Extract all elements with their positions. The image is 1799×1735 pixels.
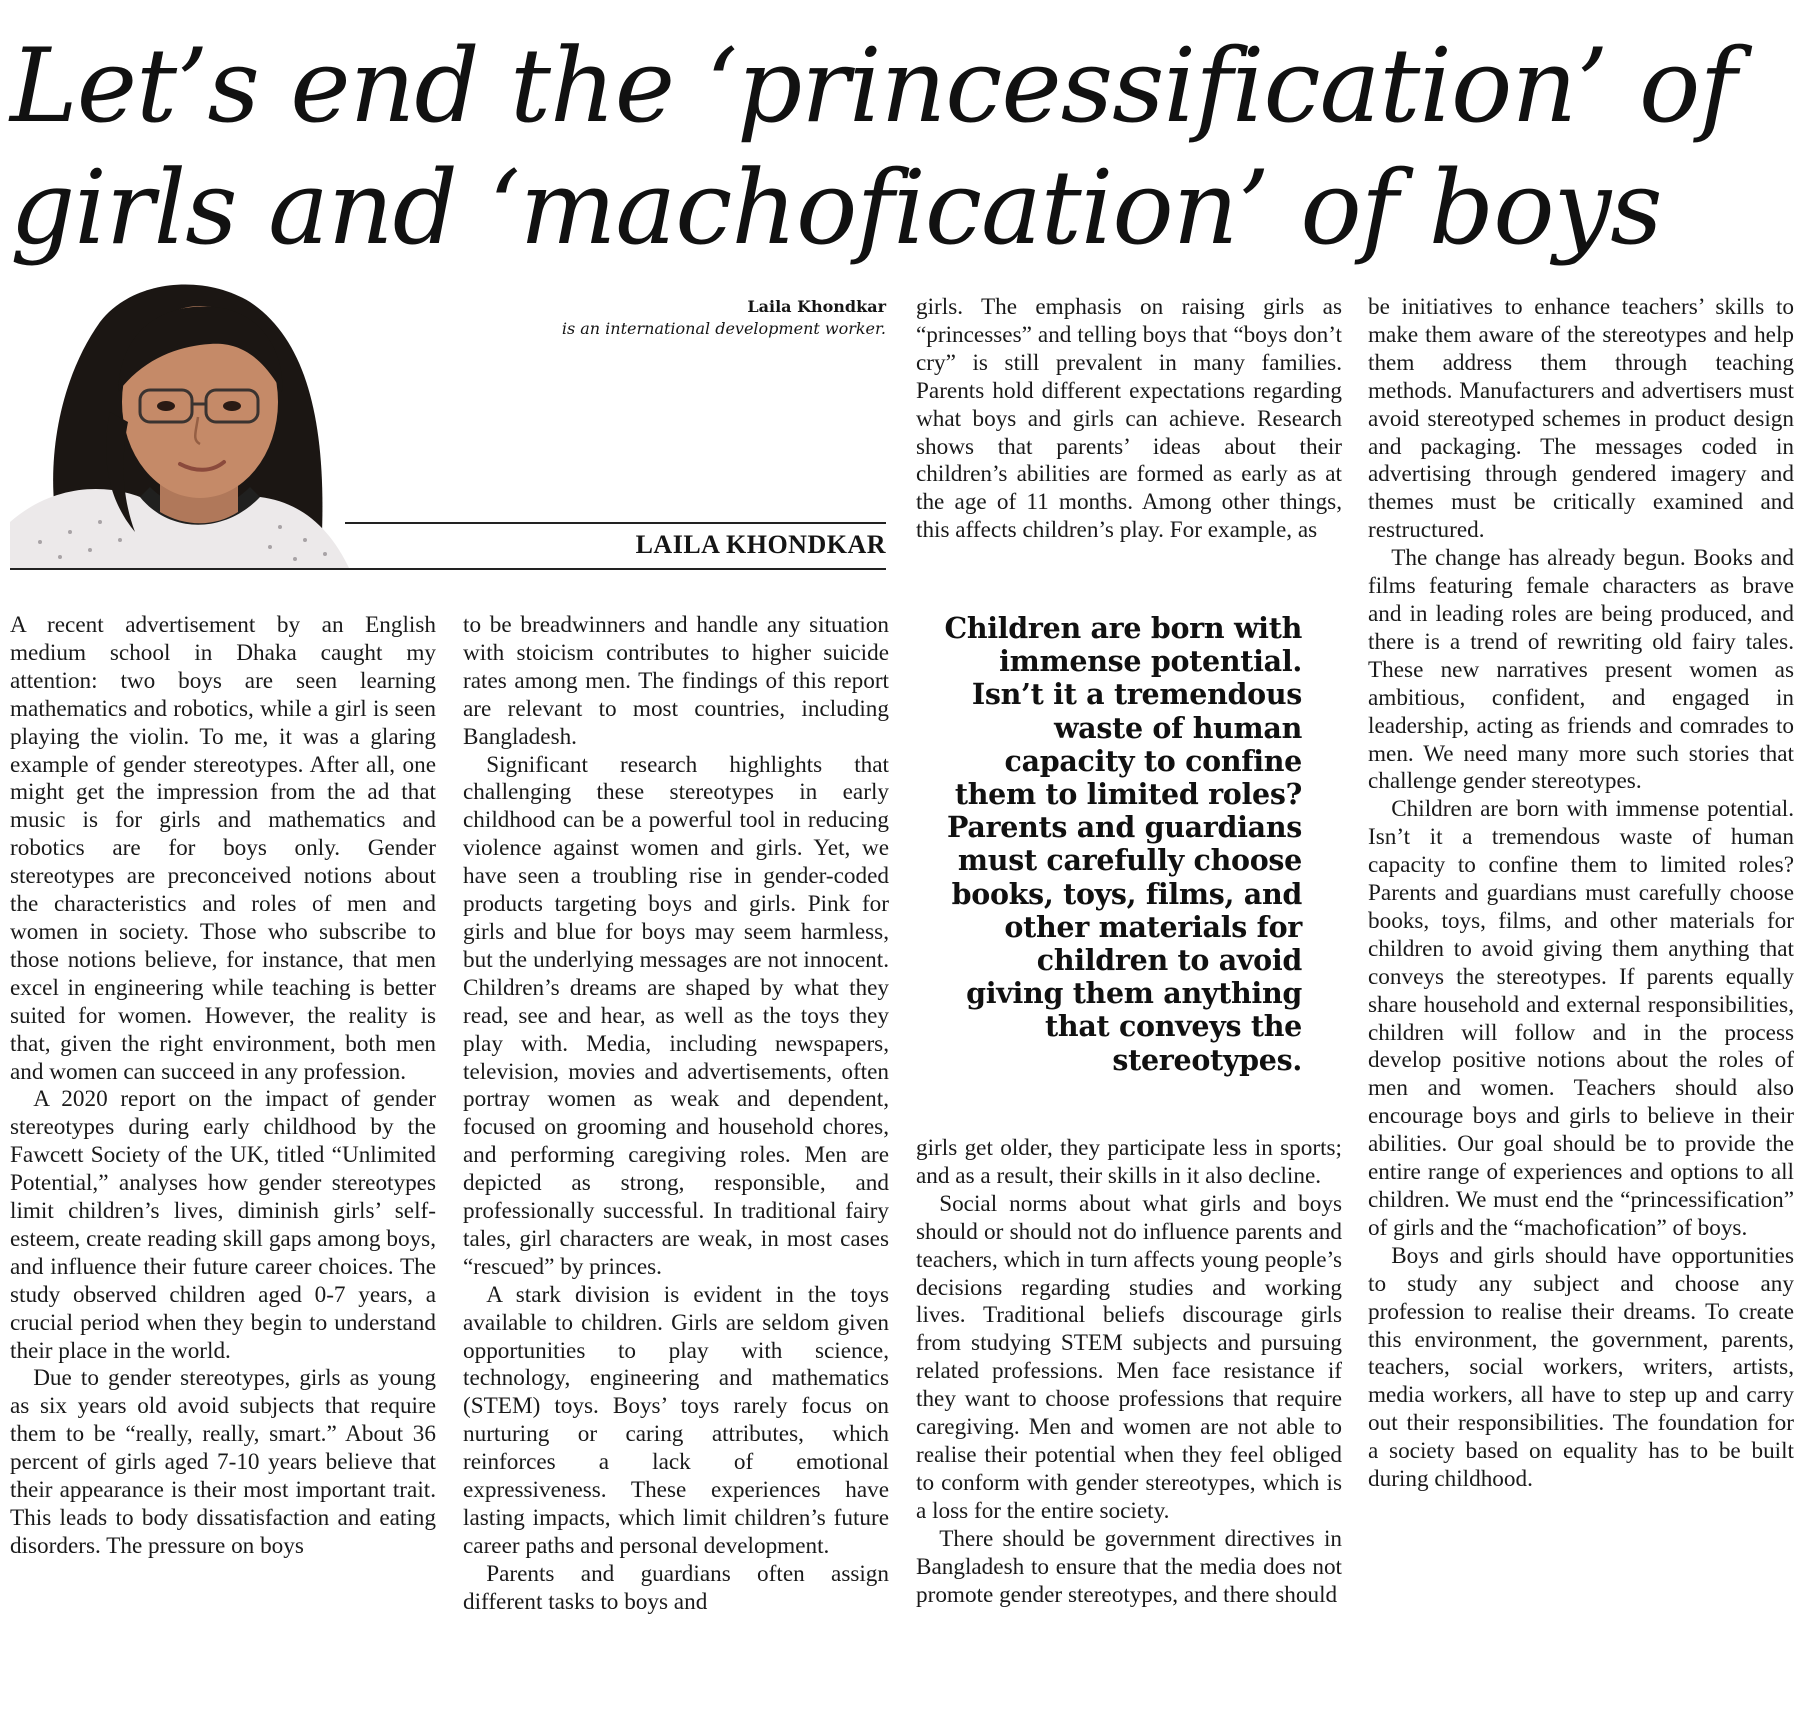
article-column-4 xyxy=(1368,294,1794,1494)
headline-line-1: Let’s end the ‘princessification’ of xyxy=(10,27,1737,146)
article-column-2 xyxy=(463,612,889,1617)
paragraph: A 2020 report on the impact of gender stereotypes during early childhood by the Fawcett Society of the UK, titled “Unlimited Potential,” analyses how gender stereotypes limit children’s lives, diminish girls’ self-esteem, create reading skill gaps among boys, and influence their future career choices. The study observed children aged 0-7 years, a crucial period when they begin to understand their place in the world. xyxy=(10,1086,436,1364)
paragraph: Social norms about what girls and boys should or should not do influence parents and teachers, which in turn affects young people’s decisions regarding studies and working lives. Traditional beliefs discourage girls from studying STEM subjects and pursuing related professions. Men face resistance if they want to choose professions that require caregiving. Men and women are not able to realise their potential when they feel obliged to conform with gender stereotypes, which is a loss for the entire society. xyxy=(916,1190,1342,1524)
author-role: is an international development worker. xyxy=(561,319,886,338)
article-column-3-top xyxy=(916,294,1342,545)
paragraph: Parents and guardians often assign different tasks to boys and xyxy=(463,1560,889,1615)
headline-line-2: girls and ‘machofication’ of boys xyxy=(10,149,1662,268)
paragraph: A recent advertisement by an English medium school in Dhaka caught my attention: two boys are seen learning mathematics and robotics, while a girl is seen playing the violin. To me, it was a glaring example of gender stereotypes. After all, one might get the impression from the ad that music is for girls and mathematics and robotics are for boys only. Gender stereotypes are preconceived notions about the characteristics and roles of men and women in society. Those who subscribe to those notions believe, for instance, that men excel in engineering while teaching is better suited for women. However, the reality is that, given the right environment, both men and women can succeed in any profession. xyxy=(10,612,436,1085)
author-portrait xyxy=(10,272,350,570)
paragraph: Boys and girls should have opportunities to study any subject and choose any profession to realise their dreams. To create this environment, the government, parents, teachers, social workers, writers, artists, media workers, all have to step up and carry out their responsibilities. The foundation for a society based on equality has to be built during childhood. xyxy=(1368,1242,1794,1493)
author-block xyxy=(10,272,886,570)
pull-quote: Children are born with immense potential. Isn’t it a tremendous waste of human capacity to confine them to limited roles? Parents and guardians must carefully choose books, toys, films, and other materials for children to avoid giving them anything that conveys the stereotypes. xyxy=(944,611,1302,1077)
byline-rule-top xyxy=(345,522,886,524)
paragraph: The change has already begun. Books and films featuring female characters as brave and in leading roles are being produced, and there is a trend of rewriting old fairy tales. These new narratives present women as ambitious, confident, and engaged in leadership, acting as friends and comrades to men. We need many more such stories that challenge gender stereotypes. xyxy=(1368,545,1794,795)
paragraph: There should be government directives in Bangladesh to ensure that the media does not promote gender stereotypes, and there should xyxy=(916,1525,1342,1608)
paragraph: Significant research highlights that challenging these stereotypes in early childhood can be a powerful tool in reducing violence against women and girls. Yet, we have seen a troubling rise in gender-coded products targeting boys and girls. Pink for girls and blue for boys may seem harmless, but the underlying messages are not innocent. Children’s dreams are shaped by what they read, see and hear, as well as the toys they play with. Media, including newspapers, television, movies and advertisements, often portray women as weak and dependent, focused on grooming and household chores, and performing caregiving roles. Men are depicted as strong, responsible, and professionally successful. In traditional fairy tales, girl characters are weak, in most cases “rescued” by princes. xyxy=(463,751,889,1280)
article-column-3-bottom xyxy=(916,1135,1342,1609)
headline xyxy=(10,26,1790,270)
author-photo-illustration xyxy=(10,272,350,570)
paragraph: A stark division is evident in the toys available to children. Girls are seldom given opportunities to play with science, technology, engineering and mathematics (STEM) toys. Boys’ toys rarely focus on nurturing or caring attributes, which reinforces a lack of emotional expressiveness. These experiences have lasting impacts, which limit children’s future career paths and personal development. xyxy=(463,1281,889,1559)
byline: LAILA KHONDKAR xyxy=(635,530,886,559)
paragraph: be initiatives to enhance teachers’ skills to make them aware of the stereotypes and help them address them through teaching methods. Manufacturers and advertisers must avoid stereotyped schemes in product design and packaging. The messages coded in advertising through gendered imagery and themes must be critically examined and restructured. xyxy=(1368,294,1794,544)
paragraph: girls get older, they participate less in sports; and as a result, their skills in it also decline. xyxy=(916,1135,1342,1189)
byline-rule-bottom xyxy=(10,568,886,570)
author-credit xyxy=(562,296,886,340)
author-name: Laila Khondkar xyxy=(747,297,886,316)
paragraph: girls. The emphasis on raising girls as “princesses” and telling boys that “boys don’t cry” is still prevalent in many families. Parents hold different expectations regarding what boys and girls can achieve. Research shows that parents’ ideas about their children’s abilities are formed as early as at the age of 11 months. Among other things, this affects children’s play. For example, as xyxy=(916,294,1342,544)
paragraph: Due to gender stereotypes, girls as young as six years old avoid subjects that require them to be “really, really, smart.” About 36 percent of girls aged 7-10 years believe that their appearance is their most important trait. This leads to body dissatisfaction and eating disorders. The pressure on boys xyxy=(10,1365,436,1559)
paragraph: Children are born with immense potential. Isn’t it a tremendous waste of human capacity to confine them to limited roles? Parents and guardians must carefully choose books, toys, films, and other materials for children to avoid giving them anything that conveys the stereotypes. If parents equally share household and external responsibilities, children will follow and in the process develop positive notions about the roles of men and women. Teachers should also encourage boys and girls to believe in their abilities. Our goal should be to provide the entire range of experiences and options to all children. We must end the “princessification” of girls and the “machofication” of boys. xyxy=(1368,796,1794,1241)
paragraph: to be breadwinners and handle any situation with stoicism contributes to higher suicide rates among men. The findings of this report are relevant to most countries, including Bangladesh. xyxy=(463,612,889,750)
article-column-1 xyxy=(10,612,436,1561)
